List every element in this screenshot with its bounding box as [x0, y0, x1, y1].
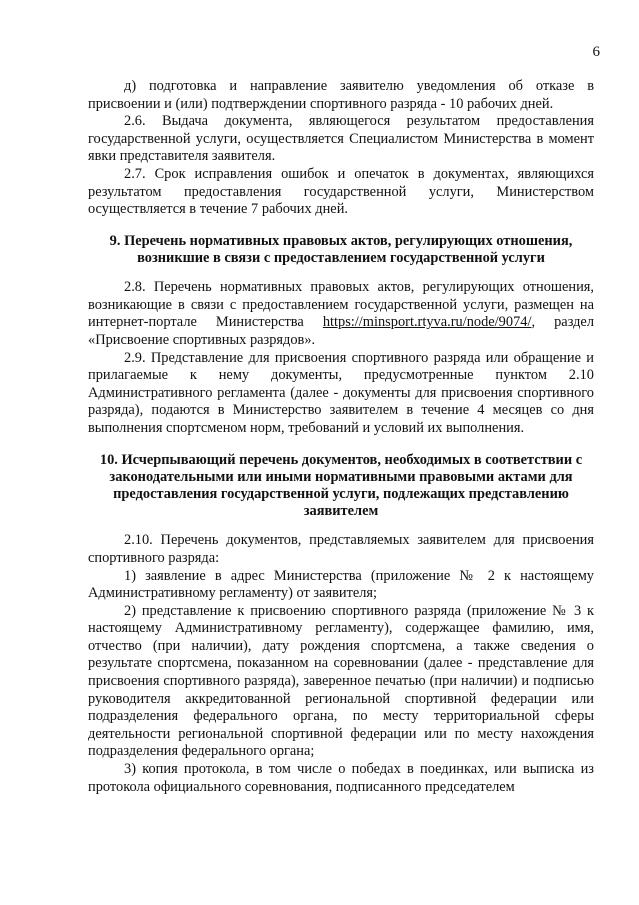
paragraph-2-10: 2.10. Перечень документов, представляемых заявителем для присвоения спортивного разряда:	[88, 532, 594, 566]
list-item-2: 2) представление к присвоению спортивного разряда (приложение № 3 к настоящему Административному регламенту), содержащее фамилию, имя, отчество (при наличии), дату рождения спортсмена, а также сведения о результате спортсмена, показанном на соревновании (далее - представление для присвоения спортивного разряда), заверенное печатью (при наличии) и подписью руководителя аккредитованной региональной спортивной федерации или подразделения федерального органа, по месту территориальной сферы деятельности региональной спортивной федерации или по месту нахождения подразделения федерального органа;	[88, 602, 594, 760]
paragraph-item-d: д) подготовка и направление заявителю уведомления об отказе в присвоении и (или) подтверждении спортивного разряда - 10 рабочих дней.	[88, 78, 594, 112]
paragraph-2-7: 2.7. Срок исправления ошибок и опечаток в документах, являющихся результатом предоставления государственной услуги, Министерством осуществляется в течение 7 рабочих дней.	[88, 165, 594, 218]
section-10-heading: 10. Исчерпывающий перечень документов, необходимых в соответствии с законодательными или иными нормативными правовыми актами для предоставления государственной услуги, подлежащих представлению заявителем	[99, 451, 583, 520]
section-9-heading: 9. Перечень нормативных правовых актов, регулирующих отношения, возникшие в связи с предоставлением государственной услуги	[109, 232, 573, 266]
paragraph-2-6: 2.6. Выдача документа, являющегося результатом предоставления государственной услуги, осуществляется Специалистом Министерства в момент явки представителя заявителя.	[88, 113, 594, 165]
paragraph-2-8-text: 2.8. Перечень нормативных правовых актов, регулирующих отношения, возникающие в связи с предоставлением государственной услуги, размещен на интернет-портале Министерства	[88, 279, 594, 331]
page-number: 6	[592, 44, 600, 60]
paragraph-2-9: 2.9. Представление для присвоения спортивного разряда или обращение и прилагаемые к нему документы, предусмотренные пунктом 2.10 Административного регламента (далее - документы для присвоения спортивного разряда), подаются в Министерство заявителем в течение 4 месяцев со дня выполнения спортсменом норм, требований и условий их выполнения.	[88, 349, 594, 436]
list-item-3: 3) копия протокола, в том числе о победах в поединках, или выписка из протокола официального соревнования, подписанного председателем	[88, 761, 594, 795]
paragraph-2-8	[88, 279, 594, 349]
paragraph-2-8-tail: , раздел «Присвоение спортивных разрядов».	[88, 314, 595, 348]
minsport-link[interactable]: https://minsport.rtyva.ru/node/9074/	[322, 314, 532, 331]
list-item-1: 1) заявление в адрес Министерства (приложение № 2 к настоящему Административному регламенту) от заявителя;	[88, 567, 594, 602]
document-body	[88, 78, 594, 796]
